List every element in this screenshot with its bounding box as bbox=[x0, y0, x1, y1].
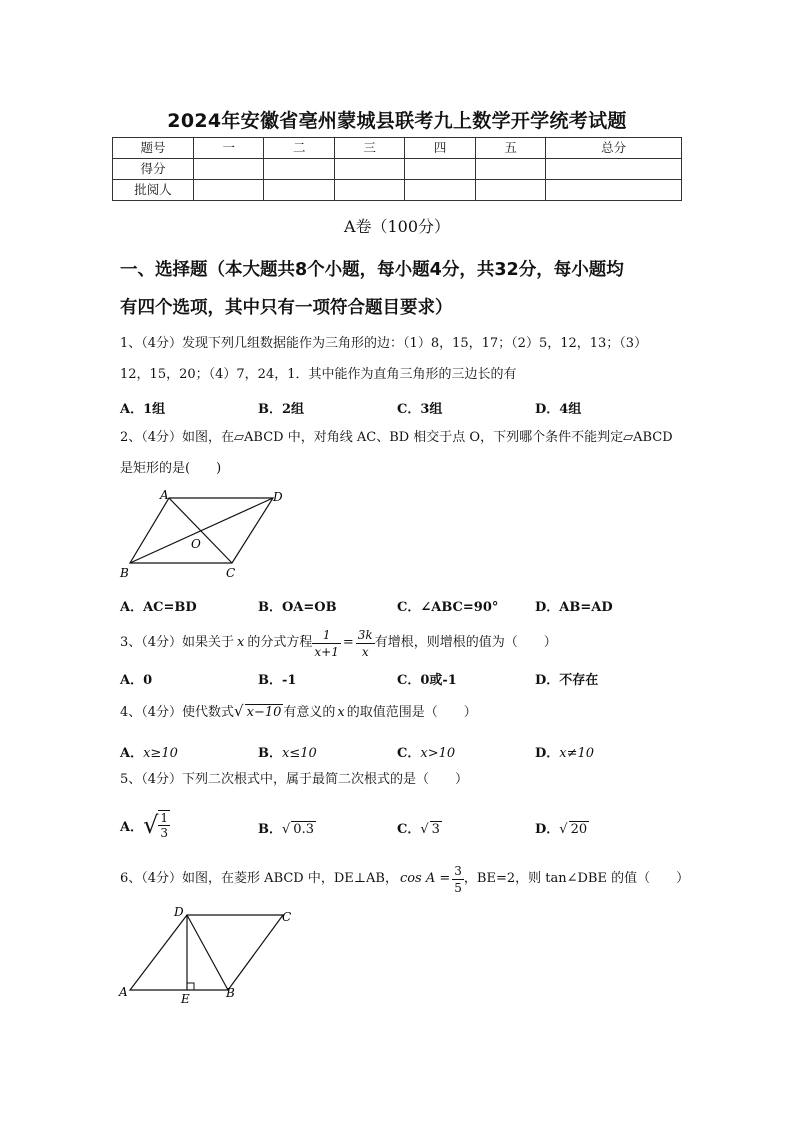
score-cell[interactable] bbox=[405, 159, 475, 180]
score-cell[interactable] bbox=[546, 180, 682, 201]
option-d[interactable]: D．x≠10 bbox=[535, 746, 595, 761]
table-cell: 得分 bbox=[113, 159, 194, 180]
score-cell[interactable] bbox=[475, 159, 545, 180]
option-b[interactable]: B．√ 0.3 bbox=[258, 822, 314, 837]
question-2-stem: 是矩形的是( ) bbox=[120, 461, 222, 476]
option-a[interactable]: A．1组 bbox=[120, 402, 166, 417]
option-c[interactable]: C．√ 3 bbox=[397, 822, 440, 837]
score-cell[interactable] bbox=[194, 159, 264, 180]
table-cell: 批阅人 bbox=[113, 180, 194, 201]
question-2-stem: 2、（4分）如图，在▱ABCD 中，对角线 AC、BD 相交于点 O，下列哪个条件不能判定▱ABCD bbox=[120, 430, 673, 445]
label-o: O bbox=[191, 537, 201, 551]
score-cell[interactable] bbox=[475, 180, 545, 201]
option-d[interactable]: D．不存在 bbox=[535, 673, 599, 688]
option-a[interactable]: A．0 bbox=[120, 673, 153, 688]
page-title: 2024年安徽省亳州蒙城县联考九上数学开学统考试题 bbox=[167, 110, 627, 132]
fraction: $\frac{1}{3}$ bbox=[160, 811, 169, 840]
part1-heading: 一、选择题（本大题共8个小题，每小题4分，共32分，每小题均 bbox=[120, 260, 624, 280]
table-row bbox=[113, 138, 682, 159]
table-row bbox=[113, 159, 682, 180]
question-6-stem: 6、（4分）如图，在菱形 ABCD 中，DE⊥AB， cos A = $\frac{3}{5}$ ，BE=2，则 tan∠DBE 的值（ ） bbox=[120, 863, 690, 895]
diagonal-bd bbox=[130, 498, 273, 563]
score-cell[interactable] bbox=[405, 180, 475, 201]
question-4-stem: 4、（4分）使代数式√ x−10 有意义的 x 的取值范围是（ ） bbox=[120, 702, 477, 720]
score-cell[interactable] bbox=[194, 180, 264, 201]
table-cell: 总分 bbox=[546, 138, 682, 159]
option-d[interactable]: D．4组 bbox=[535, 402, 582, 417]
table-row bbox=[113, 180, 682, 201]
score-cell[interactable] bbox=[264, 180, 334, 201]
option-c[interactable]: C．∠ABC=90° bbox=[397, 600, 499, 615]
table-cell: 二 bbox=[264, 138, 334, 159]
right-angle-mark bbox=[187, 983, 194, 990]
score-cell[interactable] bbox=[334, 159, 404, 180]
option-c[interactable]: C．3组 bbox=[397, 402, 443, 417]
table-cell: 一 bbox=[194, 138, 264, 159]
option-d[interactable]: D．AB=AD bbox=[535, 600, 613, 615]
label-a: A bbox=[119, 985, 128, 999]
rhombus-figure bbox=[116, 900, 296, 1008]
option-d[interactable]: D．√ 20 bbox=[535, 822, 588, 837]
score-cell[interactable] bbox=[546, 159, 682, 180]
table-cell: 题号 bbox=[113, 138, 194, 159]
option-a[interactable]: A． √ $\frac{1}{3}$ bbox=[120, 811, 169, 840]
question-5-stem: 5、（4分）下列二次根式中，属于最简二次根式的是（ ） bbox=[120, 772, 469, 787]
label-a: A bbox=[160, 488, 169, 502]
option-c[interactable]: C．0或-1 bbox=[397, 673, 457, 688]
part1-heading: 有四个选项，其中只有一项符合题目要求） bbox=[120, 298, 453, 318]
option-c[interactable]: C．x>10 bbox=[397, 746, 456, 761]
diagonal-db bbox=[187, 915, 228, 990]
fraction: $\frac{3}{5}$ bbox=[454, 863, 462, 895]
label-e: E bbox=[181, 992, 190, 1006]
option-a[interactable]: A．AC=BD bbox=[120, 600, 197, 615]
label-d: D bbox=[174, 905, 184, 919]
score-cell[interactable] bbox=[264, 159, 334, 180]
option-b[interactable]: B．-1 bbox=[258, 673, 297, 688]
question-1-stem: 12，15，20；（4）7，24，1．其中能作为直角三角形的三边长的有 bbox=[120, 367, 517, 382]
table-cell: 四 bbox=[405, 138, 475, 159]
section-a-title: A卷（100分） bbox=[343, 217, 451, 236]
label-c: C bbox=[226, 566, 236, 580]
score-table bbox=[112, 137, 682, 201]
label-b: B bbox=[226, 986, 235, 1000]
fraction: $\frac{3k}{x}$ bbox=[357, 627, 373, 659]
question-1-stem: 1、（4分）发现下列几组数据能作为三角形的边：（1）8，15，17；（2）5，12，13；（3） bbox=[120, 336, 648, 351]
option-b[interactable]: B．OA=OB bbox=[258, 600, 337, 615]
option-a[interactable]: A．x≥10 bbox=[120, 746, 178, 761]
option-b[interactable]: B．x≤10 bbox=[258, 746, 317, 761]
score-cell[interactable] bbox=[334, 180, 404, 201]
label-d: D bbox=[273, 490, 283, 504]
parallelogram-figure bbox=[116, 486, 292, 582]
question-3-stem: 3、（4分）如果关于 x 的分式方程 $\frac{1}{x+1}$ = $\frac{3k}{x}$ 有增根，则增根的值为（ ） bbox=[120, 627, 557, 659]
label-c: C bbox=[282, 910, 292, 924]
table-cell: 三 bbox=[334, 138, 404, 159]
rhombus-abcd bbox=[130, 915, 283, 990]
fraction: $\frac{1}{x+1}$ bbox=[314, 627, 339, 659]
label-b: B bbox=[120, 566, 129, 580]
table-cell: 五 bbox=[475, 138, 545, 159]
option-b[interactable]: B．2组 bbox=[258, 402, 305, 417]
